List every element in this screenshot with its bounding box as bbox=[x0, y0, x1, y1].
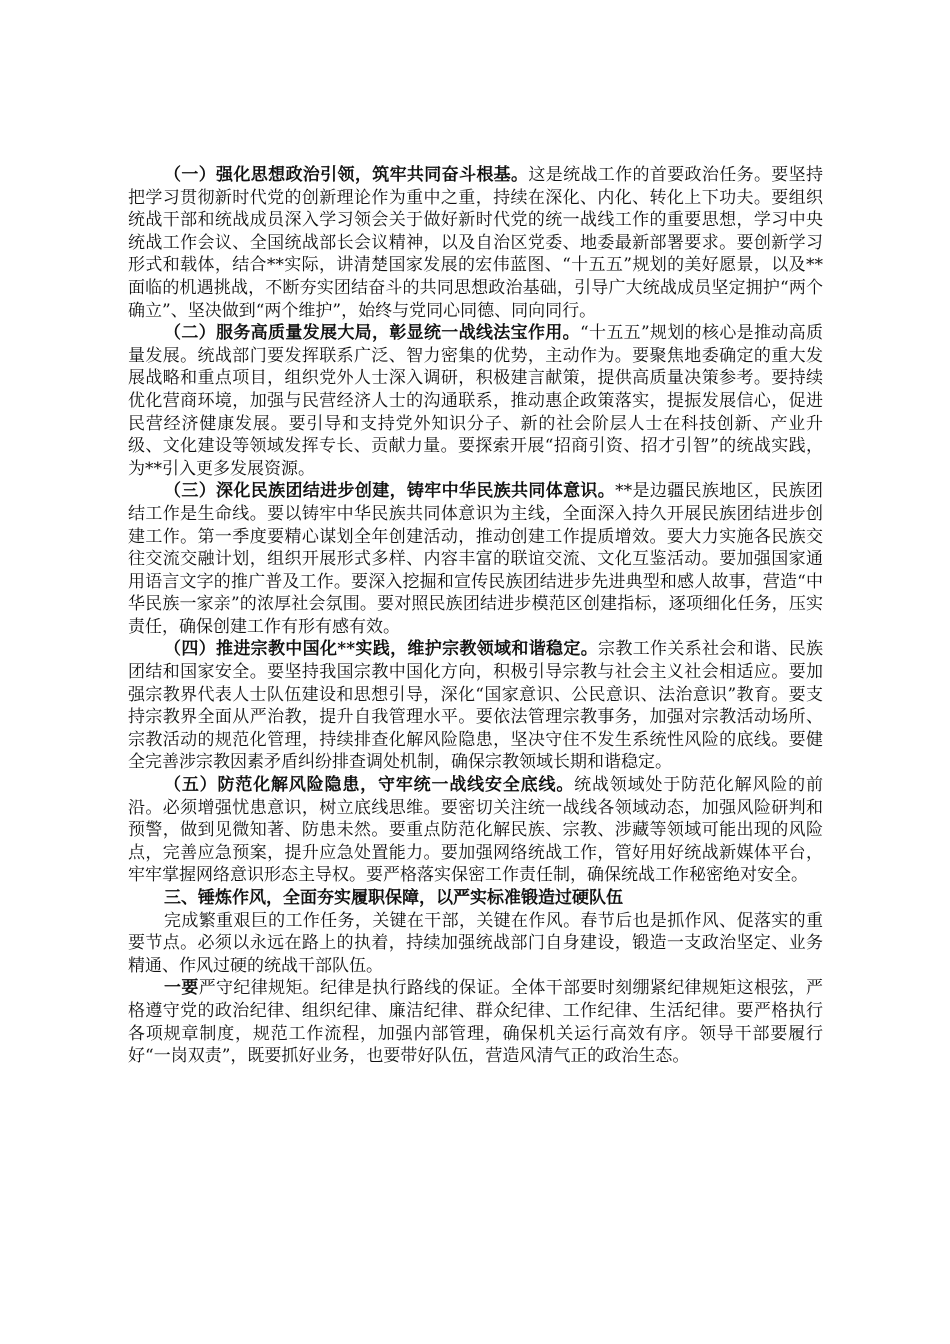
section-1-body: 这是统战工作的首要政治任务。要坚持把学习贯彻新时代党的创新理论作为重中之重，持续在深化、内化、转化上下功夫。要组织统战干部和统战成员深入学习领会关于做好新时代党的统一战线工作的重要思想，学习中央统战工作会议、全国统战部长会议精神，以及自治区党委、地委最新部署要求。要创新学习形式和载体，结合**实际，讲清楚国家发展的宏伟蓝图、“十五五”规划的美好愿景，以及**面临的机遇挑战，不断夯实团结奋斗的共同思想政治基础，引导广大统战成员坚定拥护“两个确立”、坚决做到“两个维护”，始终与党同心同德、同向同行。 bbox=[128, 165, 824, 321]
section-2 bbox=[128, 322, 823, 480]
point-one-lead: 一要 bbox=[164, 978, 199, 999]
point-one bbox=[128, 977, 823, 1067]
section-1 bbox=[128, 164, 823, 322]
section-5-body: 统战领域处于防范化解风险的前沿。必须增强忧患意识，树立底线思维。要密切关注统一战线各领域动态，加强风险研判和预警，做到见微知著、防患未然。要重点防范化解民族、宗教、涉藏等领域可能出现的风险点，完善应急预案，提升应急处置能力。要加强网络统战工作，管好用好统战新媒体平台，牢牢掌握网络意识形态主导权。要严格落实保密工作责任制，确保统战工作秘密绝对安全。 bbox=[128, 775, 824, 886]
section-1-lead: （一）强化思想政治引领，筑牢共同奋斗根基。 bbox=[164, 165, 529, 185]
section-3 bbox=[128, 480, 823, 638]
section-5-lead: （五）防范化解风险隐患，守牢统一战线安全底线。 bbox=[164, 775, 575, 796]
point-one-body: 严守纪律规矩。纪律是执行路线的保证。全体干部要时刻绷紧纪律规矩这根弦，严格遵守党的政治纪律、组织纪律、廉洁纪律、群众纪律、工作纪律、生活纪律。要严格执行各项规章制度，规范工作流程，加强内部管理，确保机关运行高效有序。领导干部要履行好“一岗双责”，既要抓好业务，也要带好队伍，营造风清气正的政治生态。 bbox=[128, 978, 823, 1067]
intro-three: 完成繁重艰巨的工作任务，关键在干部，关键在作风。春节后也是抓作风、促落实的重要节点。必须以永远在路上的执着，持续加强统战部门自身建设，锻造一支政治坚定、业务精通、作风过硬的统战干部队伍。 bbox=[128, 910, 823, 976]
section-2-lead: （二）服务高质量发展大局，彰显统一战线法宝作用。 bbox=[164, 323, 580, 344]
section-4-body: 宗教工作关系社会和谐、民族团结和国家安全。要坚持我国宗教中国化方向，积极引导宗教与社会主义社会相适应。要加强宗教界代表人士队伍建设和思想引导，深化“国家意识、公民意识、法治意识”教育。要支持宗教界全面从严治教，提升自我管理水平。要依法管理宗教事务，加强对宗教活动场所、宗教活动的规范化管理，持续排查化解风险隐患，坚决守住不发生系统性风险的底线。要健全完善涉宗教因素矛盾纠纷排查调处机制，确保宗教领域长期和谐稳定。 bbox=[128, 639, 824, 773]
section-2-body: “十五五”规划的核心是推动高质量发展。统战部门要发挥联系广泛、智力密集的优势，主动作为。要聚焦地委确定的重大发展战略和重点项目，组织党外人士深入调研，积极建言献策，提供高质量决策参考。要持续优化营商环境，加强与民营经济人士的沟通联系，推动惠企政策落实，提振发展信心，促进民营经济健康发展。要引导和支持党外知识分子、新的社会阶层人士在科技创新、产业升级、文化建设等领域发挥专长、贡献力量。要探索开展“招商引资、招才引智”的统战实践，为**引入更多发展资源。 bbox=[128, 323, 823, 479]
section-3-lead: （三）深化民族团结进步创建，铸牢中华民族共同体意识。 bbox=[164, 481, 616, 502]
document-page bbox=[128, 164, 823, 1068]
section-4-lead: （四）推进宗教中国化**实践，维护宗教领域和谐稳定。 bbox=[164, 639, 599, 660]
section-4 bbox=[128, 638, 823, 774]
section-5 bbox=[128, 774, 823, 887]
section-3-body: **是边疆民族地区，民族团结工作是生命线。要以铸牢中华民族共同体意识为主线，全面深入持久开展民族团结进步创建工作。第一季度要精心谋划全年创建活动，推动创建工作提质增效。要大力实施各民族交往交流交融计划，组织开展形式多样、内容丰富的联谊交流、文化互鉴活动。要加强国家通用语言文字的推广普及工作。要深入挖掘和宣传民族团结进步先进典型和感人故事，营造“中华民族一家亲”的浓厚社会氛围。要对照民族团结进步模范区创建指标，逐项细化任务，压实责任，确保创建工作有形有感有效。 bbox=[128, 481, 824, 637]
heading-three: 三、锤炼作风，全面夯实履职保障，以严实标准锻造过硬队伍 bbox=[164, 888, 623, 908]
